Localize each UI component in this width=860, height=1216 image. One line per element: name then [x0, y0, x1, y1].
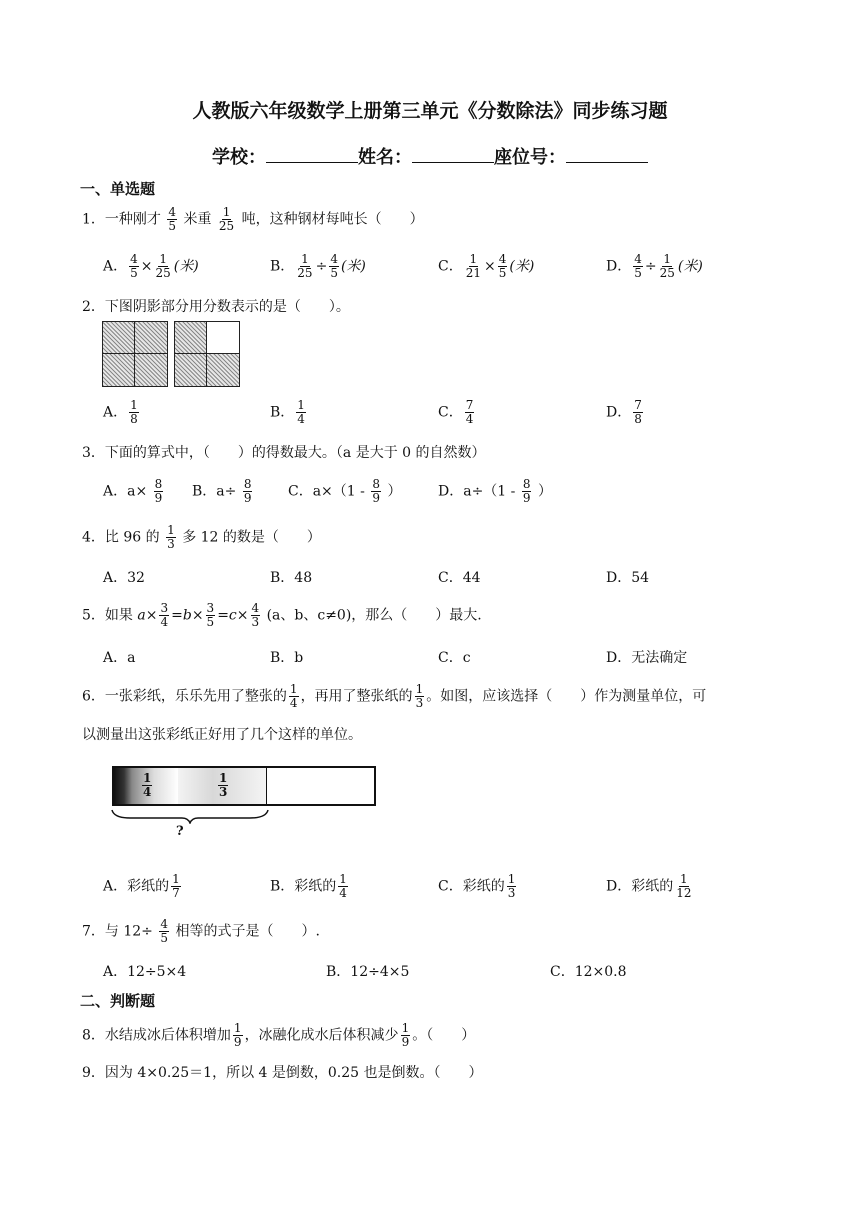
q6-option-b[interactable]: B．彩纸的 $\frac{1}{4}$	[270, 872, 347, 900]
q6-strip-figure	[112, 766, 376, 806]
q6-brace	[110, 808, 270, 824]
q4-option-d[interactable]: D．54	[606, 570, 650, 586]
q1-option-b[interactable]: B． $\frac{1}{25}$ ÷ $\frac{4}{5}$ (米)	[270, 252, 366, 280]
section-single-choice: 一、单选题	[80, 180, 156, 198]
seat-label: 座位号：	[494, 147, 566, 168]
question-6-line-2: 以测量出这张彩纸正好用了几个这样的单位。	[82, 727, 362, 743]
q3-option-c[interactable]: C．a×（1 - $\frac{8}{9}$ ）	[288, 477, 402, 505]
school-label: 学校：	[212, 147, 266, 168]
q7-option-b[interactable]: B．12÷4×5	[326, 964, 410, 980]
q6-question-mark: ?	[176, 824, 184, 839]
question-1: 1．一种刚才 $\frac{4}{5}$ 米重 $\frac{1}{25}$ 吨，这种钢材每吨长（ ）	[82, 205, 424, 233]
q5-option-a[interactable]: A．a	[103, 650, 136, 666]
question-7: 7．与 12÷ $\frac{4}{5}$ 相等的式子是（ ）.	[82, 917, 320, 945]
school-blank[interactable]	[266, 146, 358, 163]
question-8: 8．水结成冰后体积增加 $\frac{1}{9}$ ，冰融化成水后体积减少 $\frac{1}{9}$ 。（ ）	[82, 1021, 476, 1049]
question-2: 2．下图阴影部分用分数表示的是（ ）。	[82, 299, 350, 315]
q1-option-a[interactable]: A． $\frac{4}{5}$ × $\frac{1}{25}$ (米)	[103, 252, 199, 280]
q6-segment-third: $\frac{1}{3}$	[178, 768, 267, 804]
q5-option-d[interactable]: D．无法确定	[606, 650, 688, 666]
section-true-false: 二、判断题	[80, 992, 156, 1010]
q1-option-c[interactable]: C． $\frac{1}{21}$ × $\frac{4}{5}$ (米)	[438, 252, 535, 280]
q4-option-c[interactable]: C．44	[438, 570, 481, 586]
q4-option-a[interactable]: A．32	[103, 570, 145, 586]
q1-option-d[interactable]: D． $\frac{4}{5}$ ÷ $\frac{1}{25}$ (米)	[606, 252, 703, 280]
q2-figure-square-2	[174, 321, 240, 387]
q5-option-b[interactable]: B．b	[270, 650, 304, 666]
question-6: 6．一张彩纸，乐乐先用了整张的 $\frac{1}{4}$ ，再用了整张纸的 $\frac{1}{3}$ 。如图，应该选择（ ）作为测量单位，可	[82, 682, 707, 710]
q3-option-a[interactable]: A．a× $\frac{8}{9}$	[103, 477, 163, 505]
q6-option-d[interactable]: D．彩纸的 $\frac{1}{12}$	[606, 872, 692, 900]
q3-option-b[interactable]: B．a÷ $\frac{8}{9}$	[192, 477, 252, 505]
q2-figure-square-1	[102, 321, 168, 387]
page-title: 人教版六年级数学上册第三单元《分数除法》同步练习题	[192, 100, 668, 122]
question-9: 9．因为 4×0.25＝1，所以 4 是倒数，0.25 也是倒数。（ ）	[82, 1065, 483, 1081]
q5-option-c[interactable]: C．c	[438, 650, 471, 666]
name-blank[interactable]	[412, 146, 494, 163]
q6-option-a[interactable]: A．彩纸的 $\frac{1}{7}$	[103, 872, 180, 900]
q2-option-d[interactable]: D． $\frac{7}{8}$	[606, 398, 642, 426]
q4-option-b[interactable]: B．48	[270, 570, 313, 586]
question-5: 5．如果 a× $\frac{3}{4}$ =b× $\frac{3}{5}$ =c× $\frac{4}{3}$ (a、b、c≠0)，那么（ ）最大.	[82, 601, 482, 629]
q3-option-d[interactable]: D．a÷（1 - $\frac{8}{9}$ ）	[438, 477, 552, 505]
q7-option-a[interactable]: A．12÷5×4	[103, 964, 187, 980]
question-4: 4．比 96 的 $\frac{1}{3}$ 多 12 的数是（ ）	[82, 523, 321, 551]
q6-option-c[interactable]: C．彩纸的 $\frac{1}{3}$	[438, 872, 516, 900]
question-3: 3．下面的算式中，（ ）的得数最大。（a 是大于 0 的自然数）	[82, 445, 486, 461]
q2-option-b[interactable]: B． $\frac{1}{4}$	[270, 398, 305, 426]
name-label: 姓名：	[358, 147, 412, 168]
q2-option-a[interactable]: A． $\frac{1}{8}$	[103, 398, 138, 426]
header-fields	[0, 143, 860, 169]
q6-segment-quarter: $\frac{1}{4}$	[114, 768, 179, 804]
q2-option-c[interactable]: C． $\frac{7}{4}$	[438, 398, 474, 426]
q7-option-c[interactable]: C．12×0.8	[550, 964, 627, 980]
seat-blank[interactable]	[566, 146, 648, 163]
